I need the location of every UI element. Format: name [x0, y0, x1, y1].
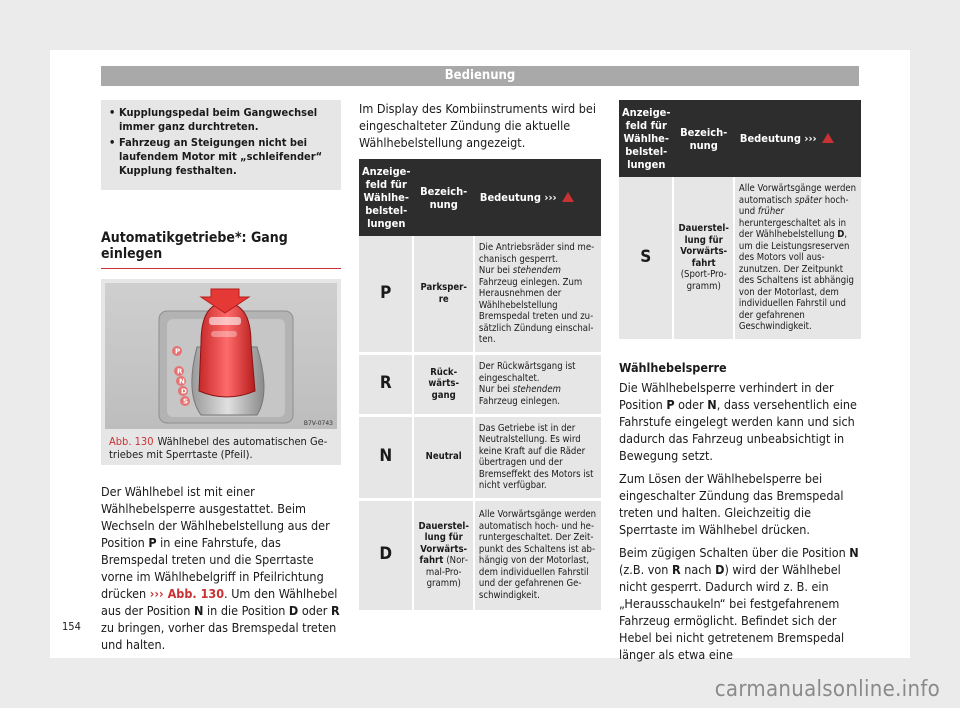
gate-letter-p: P [175, 347, 181, 356]
lock-paragraph-3: Beim zügigen Schalten über die Position N (z.B. von R nach D) wird der Wählhebel nicht gesperrt. Dadurch wird z. B. ein „Herausschaukeln“ bei festgefahrenem Fahrzeug ermöglicht. Befindet sich der Hebel bei nicht getretenem Bremspedal länger als etwa eine [619, 544, 859, 662]
column-middle [359, 100, 601, 613]
col-header-display: Anzeigefeld für Wählhebelstellungen [619, 100, 673, 177]
gear-meaning: Alle Vorwärtsgänge werden automatisch hoch- und heruntergeschaltet. Der Zeitpunkt des Schaltens ist abhängig von der Motorlast, dem individuellen Fahrstil und der gefahrenen Geschwindigkeit. [474, 499, 601, 611]
warning-triangle-icon [562, 192, 574, 202]
table-row [359, 236, 601, 353]
col-header-name: Bezeichnung [413, 159, 473, 236]
column-left [101, 100, 341, 653]
table-row [359, 415, 601, 499]
table-row [359, 499, 601, 611]
col-header-display: Anzeigefeld für Wählhebelstellungen [359, 159, 413, 236]
col-header-meaning: Bedeutung ››› [734, 100, 861, 177]
gear-symbol: P [359, 236, 413, 353]
gear-meaning: Die Antriebsräder sind mechanisch gesperrt. Nur bei stehendem Fahrzeug einlegen. Zum Herausnehmen der Wählhebelstellung Bremspedal treten und zusätzlich Zündung einschalten. [474, 236, 601, 353]
warning-box [101, 100, 341, 190]
page-number: 154 [62, 620, 81, 633]
gear-meaning: Alle Vorwärtsgänge werden automatisch später hoch- und früher heruntergeschaltet als in der Wählhebelstellung D, um die Leistungsreserven des Motors voll auszunutzen. Der Zeitpunkt des Schaltens ist abhängig von der Motorlast, dem individuellen Fahrstil und der gefahrenen Geschwindigkeit. [734, 177, 861, 340]
gear-name: Neutral [413, 415, 473, 499]
gear-lever-illustration [105, 283, 337, 429]
gate-letter-s: S [183, 397, 189, 406]
table-row [359, 353, 601, 415]
lock-paragraph-1: Die Wählhebelsperre verhindert in der Position P oder N, dass versehentlich eine Fahrstufe eingelegt werden kann und sich dadurch das Fahrzeug unbeabsichtigt in Bewegung setzt. [619, 379, 857, 463]
gear-meaning: Das Getriebe ist in der Neutralstellung. Es wird keine Kraft auf die Räder übertragen und der Bremseffekt des Motors ist nicht verfügbar. [474, 415, 601, 499]
gear-name: Rückwärtsgang [413, 353, 473, 415]
gate-letter-r: R [177, 367, 183, 376]
section-title: Automatikgetriebe*: Gang einlegen [101, 230, 341, 269]
lock-paragraph-2: Zum Lösen der Wählhebelsperre bei eingeschalter Zündung das Bremspedal treten und halten. Gleichzeitig die Sperrtaste im Wählhebel drücken. [619, 470, 844, 537]
warning-item: • Kupplungspedal beim Gangwechsel immer ganz durchtreten. [109, 106, 318, 133]
gear-lever-drawing [105, 283, 337, 429]
display-intro: Im Display des Kombiinstruments wird bei eingeschalteter Zündung die aktuelle Wählhebelstellung angezeigt. [359, 101, 596, 150]
bullet-icon: • [109, 136, 116, 149]
gear-table [359, 159, 601, 613]
col-header-name: Bezeichnung [673, 100, 733, 177]
gear-symbol: N [359, 415, 413, 499]
table-row [619, 177, 861, 340]
gear-name: Parksperre [413, 236, 473, 353]
gear-meaning: Der Rückwärtsgang ist eingeschaltet. Nur bei stehendem Fahrzeug einlegen. [474, 353, 601, 415]
gear-symbol: D [359, 499, 413, 611]
gate-letter-d: D [181, 387, 187, 396]
gear-symbol: S [619, 177, 673, 340]
warning-item: • Fahrzeug an Steigungen nicht bei laufendem Motor mit „schleifender“ Kupplung festhalten. [109, 136, 323, 177]
figure-link[interactable]: ››› Abb. 130 [149, 586, 225, 601]
gear-name: Dauerstellung für Vorwärtsfahrt (Normal-Programm) [413, 499, 473, 611]
figure-caption: Abb. 130 Wählhebel des automatischen Getriebes mit Sperrtaste (Pfeil). [109, 435, 328, 461]
warning-triangle-icon [822, 133, 834, 143]
gate-letter-n: N [179, 377, 185, 386]
watermark: carmanualsonline.info [714, 677, 940, 702]
page-header: Bedienung [101, 66, 859, 86]
table-header-row [619, 100, 861, 177]
table-header-row [359, 159, 601, 236]
column-right [619, 100, 860, 669]
lock-section-title: Wählhebelsperre [619, 359, 727, 375]
gear-symbol: R [359, 353, 413, 415]
figure-code: B7V-0743 [303, 420, 333, 427]
figure-label: Abb. 130 [109, 435, 154, 448]
bullet-icon: • [109, 106, 116, 119]
col-header-meaning: Bedeutung ››› [474, 159, 601, 236]
body-paragraph: Der Wählhebel ist mit einer Wählhebelsperre ausgestattet. Beim Wechseln der Wählhebelstellung aus der Position P in eine Fahrstufe, das Bremspedal treten und die Sperrtaste vorne im Wählhebelgriff in Pfeilrichtung drücken ››› Abb. 130. Um den Wählhebel aus der Position N in die Position D oder R zu bringen, vorher das Bremspedal treten und halten. [101, 484, 340, 652]
gear-table-continued [619, 100, 861, 342]
gear-name: Dauerstellung für Vorwärtsfahrt (Sport-Programm) [673, 177, 733, 340]
figure [101, 279, 341, 465]
